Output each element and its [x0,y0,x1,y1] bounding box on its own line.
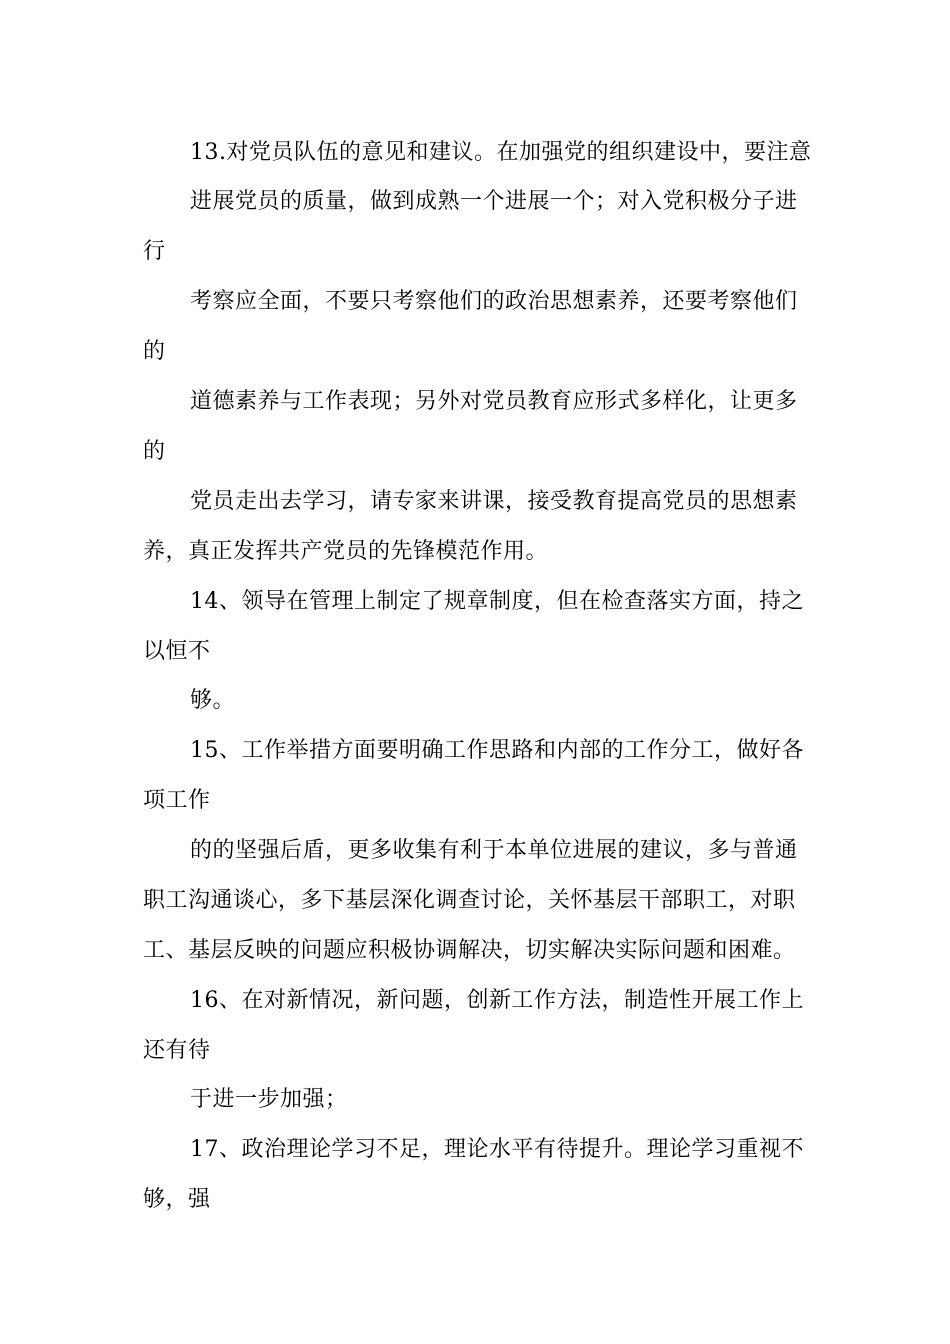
text-line: 道德素养与工作表现；另外对党员教育应形式多样化，让更多 [190,389,798,414]
text-line: 16、在对新情况，新问题，创新工作方法，制造性开展工作上 [190,988,804,1013]
text-line: 项工作 [143,788,211,813]
text-line: 17、政治理论学习不足，理论水平有待提升。理论学习重视不 [190,1137,804,1162]
text-line: 的的坚强后盾，更多收集有利于本单位进展的建议，多与普通 [190,838,798,863]
text-line: 工、基层反映的问题应积极协调解决，切实解决实际问题和困难。 [143,938,796,963]
text-line: 够。 [190,688,236,713]
text-line: 14、领导在管理上制定了规章制度，但在检查落实方面，持之 [190,589,804,614]
text-line: 行 [143,239,166,264]
text-line: 13.对党员队伍的意见和建议。在加强党的组织建设中，要注意 [190,140,812,165]
text-line: 15、工作举措方面要明确工作思路和内部的工作分工，做好各 [190,738,804,763]
text-line: 党员走出去学习，请专家来讲课，接受教育提高党员的思想素 [190,489,798,514]
text-line: 还有待 [143,1038,211,1063]
text-line: 的 [143,339,166,364]
text-line: 够，强 [143,1187,211,1212]
text-line: 的 [143,439,166,464]
text-line: 以恒不 [143,639,211,664]
text-line: 于进一步加强； [190,1087,348,1112]
text-line: 职工沟通谈心，多下基层深化调查讨论，关怀基层干部职工，对职 [143,888,796,913]
text-line: 进展党员的质量，做到成熟一个进展一个；对入党积极分子进 [190,189,798,214]
text-line: 考察应全面，不要只考察他们的政治思想素养，还要考察他们 [190,289,798,314]
text-line: 养，真正发挥共产党员的先锋模范作用。 [143,539,549,564]
